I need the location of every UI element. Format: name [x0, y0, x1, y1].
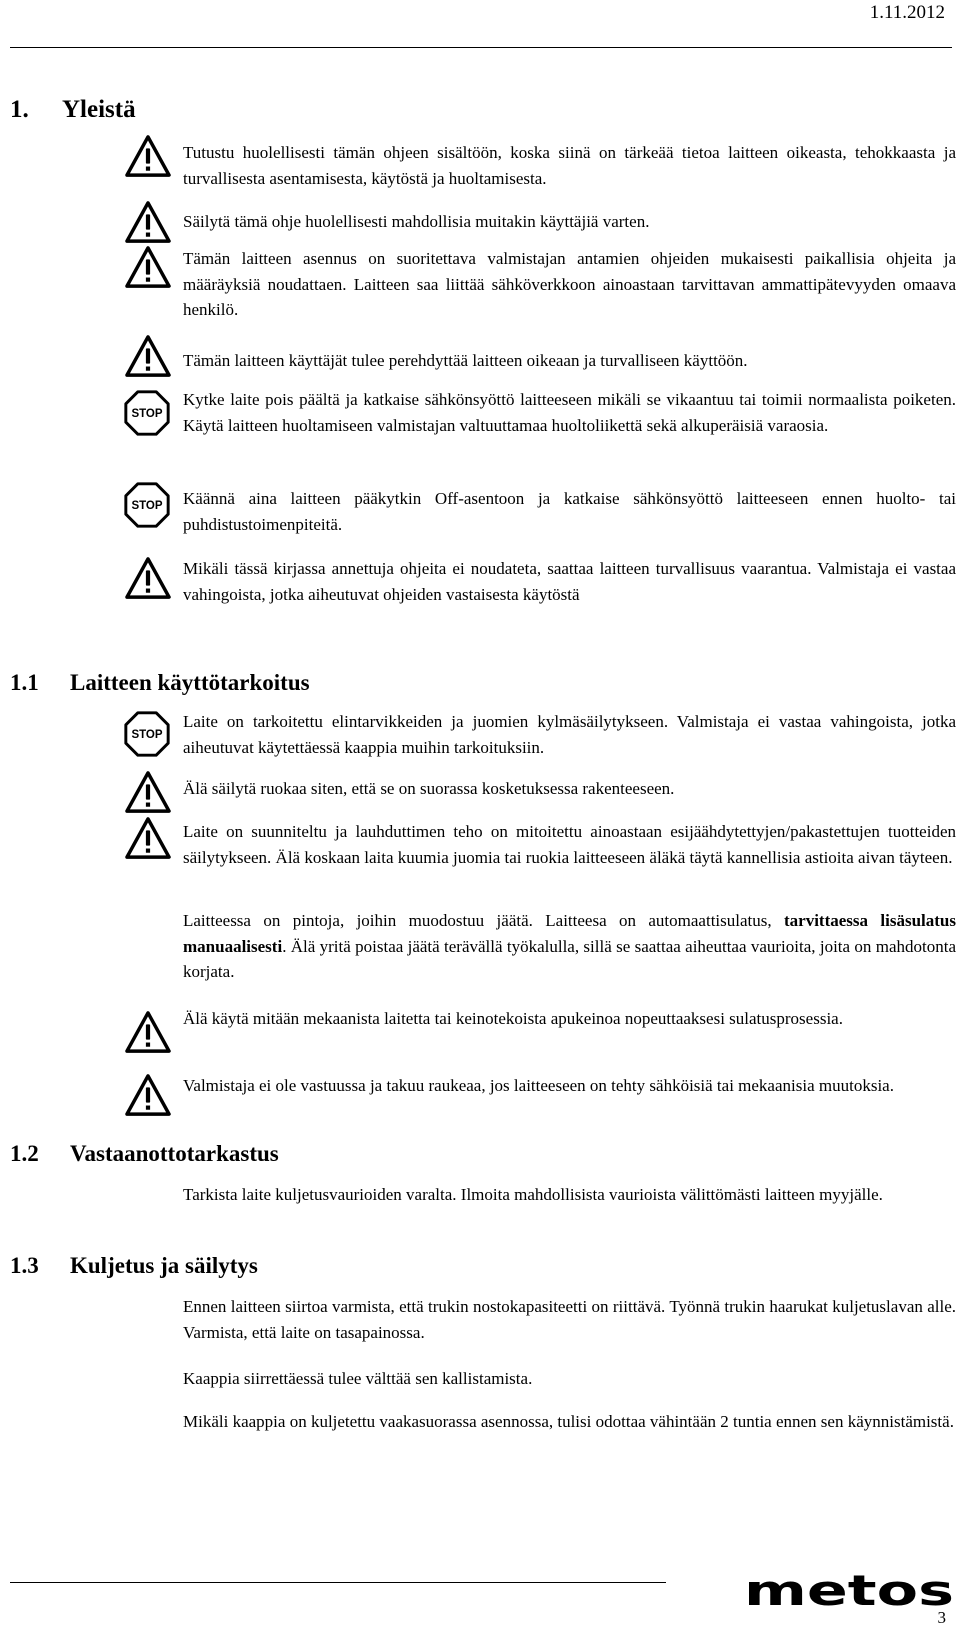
paragraph: Älä säilytä ruokaa siten, että se on suorassa kosketuksessa rakenteeseen.: [183, 779, 675, 798]
section-number: 1.2: [10, 1141, 39, 1166]
stop-sign-icon: [124, 482, 170, 533]
text-run: Laitteessa on pintoja, joihin muodostuu jäätä. Laitteesa on automaattisulatus,: [183, 911, 784, 930]
section-title: Kuljetus ja säilytys: [70, 1253, 258, 1278]
warning-icon: [124, 134, 172, 183]
section-number: 1.: [10, 96, 29, 123]
paragraph: Mikäli kaappia on kuljetettu vaakasuorassa asennossa, tulisi odottaa vähintään 2 tuntia ennen sen käynnistämistä.: [183, 1412, 954, 1431]
warning-icon: [124, 1073, 172, 1122]
paragraph: Tämän laitteen käyttäjät tulee perehdyttää laitteen oikeaan ja turvalliseen käyttöön.: [183, 351, 748, 370]
page-date: 1.11.2012: [869, 2, 945, 23]
emphasis: tarvittaessa lisäsulatus manuaalisesti: [183, 911, 956, 956]
section-title: Laitteen käyttötarkoitus: [70, 670, 310, 695]
warning-icon: [124, 1010, 172, 1059]
section-number: 1.1: [10, 670, 39, 695]
paragraph: Kytke laite pois päältä ja katkaise sähkönsyöttö laitteeseen mikäli se vikaantuu tai toimii normaalista poiketen. Käytä laitteen huoltamiseen valmistajan valtuuttamaa huoltoliikettä sekä alkuperäisiä varaosia.: [183, 390, 956, 435]
stop-sign-icon: [124, 711, 170, 762]
paragraph: Ennen laitteen siirtoa varmista, että trukin nostokapasiteetti on riittävä. Työnnä trukin haarukat kuljetuslavan alle. Varmista, että laite on tasapainossa.: [183, 1297, 956, 1342]
paragraph: Valmistaja ei ole vastuussa ja takuu raukeaa, jos laitteeseen on tehty sähköisiä tai mekaanisia muutoksia.: [183, 1076, 894, 1095]
section-title: Vastaanottotarkastus: [70, 1141, 279, 1166]
paragraph: Tutustu huolellisesti tämän ohjeen sisältöön, koska siinä on tärkeää tietoa laitteen oikeasta, tehokkaasta ja turvallisesta asentamisesta, käytöstä ja huoltamisesta.: [183, 143, 956, 188]
warning-icon: [124, 556, 172, 605]
section-title: Yleistä: [62, 96, 136, 123]
section-1-2-heading: [10, 1141, 279, 1167]
paragraph: Laite on tarkoitettu elintarvikkeiden ja juomien kylmäsäilytykseen. Valmistaja ei vastaa vahingoista, jotka aiheutuvat käytettäessä kaappia muihin tarkoituksiin.: [183, 712, 956, 757]
warning-icon: [124, 200, 172, 249]
section-1-3-heading: [10, 1253, 258, 1279]
header-rule: [10, 47, 952, 48]
paragraph: [183, 908, 956, 985]
section-number: 1.3: [10, 1253, 39, 1278]
paragraph: Älä käytä mitään mekaanista laitetta tai keinotekoista apukeinoa nopeuttaaksesi sulatusprosessia.: [183, 1009, 843, 1028]
section-1-1-heading: [10, 670, 310, 696]
text-run: . Älä yritä poistaa jäätä terävällä työkalulla, sillä se saattaa aiheuttaa vaurioita, joita on mahdotonta korjata.: [183, 936, 956, 981]
stop-sign-icon: [124, 390, 170, 441]
warning-icon: [124, 334, 172, 383]
paragraph: Kaappia siirrettäessä tulee välttää sen kallistamista.: [183, 1369, 533, 1388]
warning-icon: [124, 816, 172, 865]
warning-icon: [124, 770, 172, 819]
svg-text:metos: metos: [744, 1573, 954, 1611]
metos-logo: [744, 1573, 954, 1611]
section-1-heading: [10, 96, 136, 124]
page-number: 3: [937, 1608, 946, 1627]
paragraph: Mikäli tässä kirjassa annettuja ohjeita ei noudateta, saattaa laitteen turvallisuus vaarantua. Valmistaja ei vastaa vahingoista, jotka aiheutuvat ohjeiden vastaisesta käytöstä: [183, 559, 956, 604]
paragraph: Tämän laitteen asennus on suoritettava valmistajan antamien ohjeiden mukaisesti paikallisia ohjeita ja määräyksiä noudattaen. Laitteen saa liittää sähköverkkoon ainoastaan tarvittavan ammattipätevyyden omaava henkilö.: [183, 249, 956, 319]
warning-icon: [124, 245, 172, 294]
paragraph: Tarkista laite kuljetusvaurioiden varalta. Ilmoita mahdollisista vaurioista välittömästi laitteen myyjälle.: [183, 1185, 883, 1204]
paragraph: Laite on suunniteltu ja lauhduttimen teho on mitoitettu ainoastaan esijäähdytettyjen/pakastettujen tuotteiden säilytykseen. Älä koskaan laita kuumia juomia tai ruokia laitteeseen äläkä täytä kannellisia astioita aivan täyteen.: [183, 822, 956, 867]
footer-rule: [10, 1582, 666, 1583]
paragraph: Käännä aina laitteen pääkytkin Off-asentoon ja katkaise sähkönsyöttö laitteeseen ennen huolto- tai puhdistustoimenpiteitä.: [183, 489, 956, 534]
paragraph: Säilytä tämä ohje huolellisesti mahdollisia muitakin käyttäjiä varten.: [183, 212, 650, 231]
